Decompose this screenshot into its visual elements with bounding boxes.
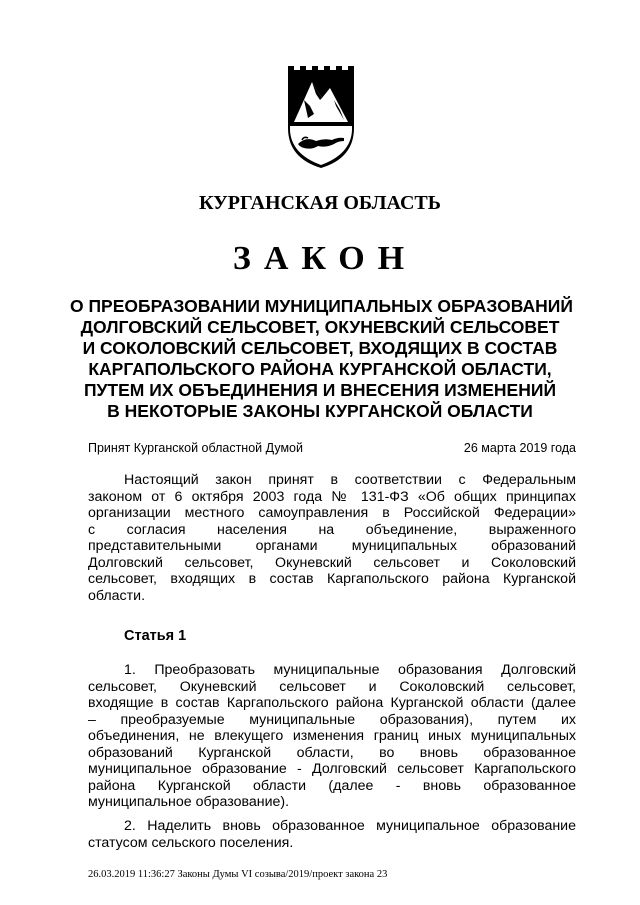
law-title [70,296,573,422]
text-line: входящие в состав Каргапольского района Курганской области (далее [88,695,576,711]
text-line: района Курганской области (далее - вновь образованное [88,777,576,794]
text-line: организации местного самоуправления в Российской Федерации» [88,505,576,521]
text-line: 2. Наделить вновь образованное муниципальное образование [124,818,576,834]
law-title-line: И СОКОЛОВСКИЙ СЕЛЬСОВЕТ, ВХОДЯЩИХ В СОСТАВ [82,338,558,358]
law-title-line: ДОЛГОВСКИЙ СЕЛЬСОВЕТ, ОКУНЕВСКИЙ СЕЛЬСОВЕТ [80,317,560,337]
preamble [88,472,576,604]
text-line: муниципальное образование - Долговский сельсовет Каргапольского [88,761,576,777]
text-line: законом от 6 октября 2003 года № 131-ФЗ «Об общих принципах [88,488,576,505]
text-line: статусом сельского поселения. [88,834,294,851]
adopted-by: Принят Курганской областной Думой [88,441,303,455]
region-name: КУРГАНСКАЯ ОБЛАСТЬ [198,192,441,214]
text-line: объединения, не влекущего изменения границ иных муниципальных [88,728,576,744]
law-title-line: В НЕКОТОРЫЕ ЗАКОНЫ КУРГАНСКОЙ ОБЛАСТИ [107,401,533,421]
law-title-line: ПУТЕМ ИХ ОБЪЕДИНЕНИЯ И ВНЕСЕНИЯ ИЗМЕНЕНИЙ [83,380,557,400]
text-line: муниципальное образование). [88,794,290,810]
text-line: Настоящий закон принят в соответствии с Федеральным [124,472,576,488]
text-line: области. [88,587,146,604]
coat-of-arms-icon [284,66,358,170]
article-1-paragraph-1 [88,662,576,811]
document-type: ЗАКОН [232,240,418,277]
adoption-date: 26 марта 2019 года [463,441,576,455]
text-line: 1. Преобразовать муниципальные образования Долговский [124,662,576,678]
law-title-line: О ПРЕОБРАЗОВАНИИ МУНИЦИПАЛЬНЫХ ОБРАЗОВАНИЙ [70,296,573,316]
text-line: образований Курганской области, во вновь образованное [88,744,576,761]
article-1-paragraph-2 [88,818,576,851]
adoption-info [88,441,576,455]
text-line: сельсовет, входящих в состав Каргапольского района Курганской [88,571,576,587]
text-line: сельсовет, Окуневский сельсовет и Соколовский сельсовет, [88,678,576,695]
text-line: с согласия населения на объединение, выраженного [88,521,576,538]
law-title-line: КАРГАПОЛЬСКОГО РАЙОНА КУРГАНСКОЙ ОБЛАСТИ, [88,359,552,379]
text-line: – преобразуемые муниципальные образования), путем их [88,711,576,728]
text-line: Долговский сельсовет, Окуневский сельсовет и Соколовский [88,554,576,571]
text-line: представительными органами муниципальных образований [88,538,576,554]
article-heading: Статья 1 [124,628,187,644]
footer-file-path: 26.03.2019 11:36:27 Законы Думы VI созыва/2019/проект закона 23 [88,869,388,880]
